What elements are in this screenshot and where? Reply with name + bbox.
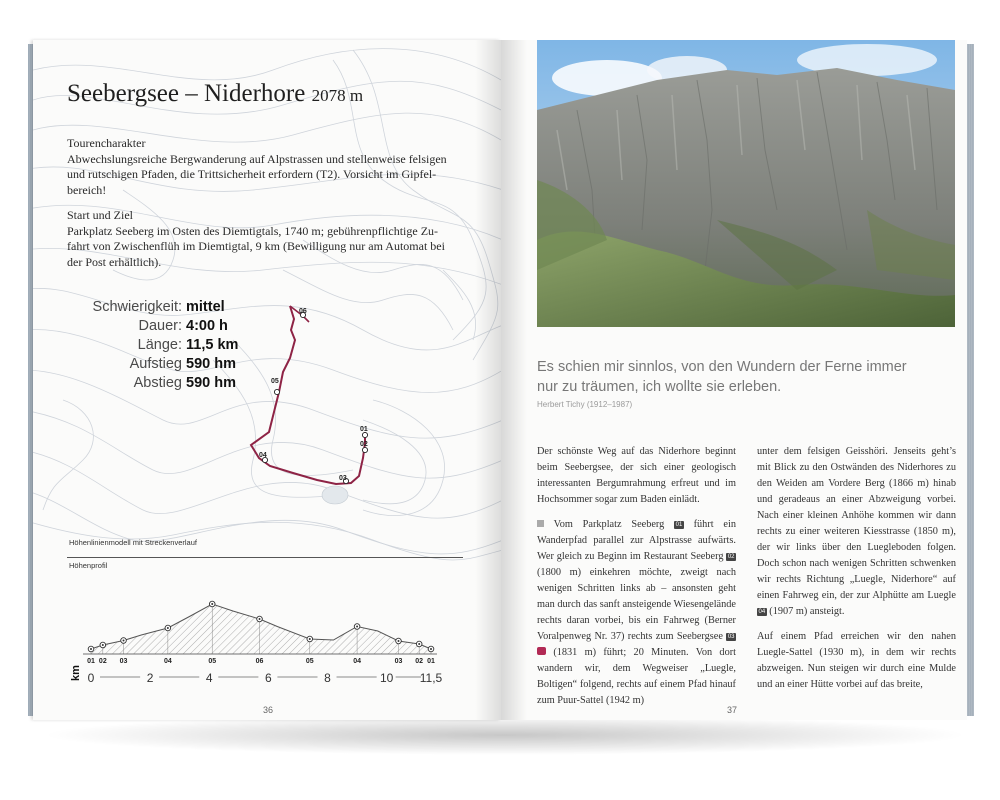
route-label-03: 03 bbox=[339, 475, 347, 482]
route-label-06: 06 bbox=[299, 308, 307, 315]
waypoint-point-center bbox=[309, 638, 311, 640]
book-shadow bbox=[40, 715, 970, 755]
paragraph: unter dem felsigen Geisshöri. Jenseits geht’s mit Blick zu den Ostwänden des Niderhores zu den Weiden am Vordere Berg (1866 m) hinab und geradeaus an einer Abzweigung vorbei. Nach einer kleinen Anhöhe kommen wir dann rechts zu einer weiteren Kiesstrasse (1850 m), der wir links über den Luegleboden folgen. Doch schon nach wenigen Schritten schwenken wir rechts Richtung „Luegle, Niderhore“ auf einen Fahrweg ein, der zur Alphütte am Luegle 04 (1907 m) ansteigt. bbox=[757, 446, 956, 617]
waypoint-point-center bbox=[259, 618, 261, 620]
page-edges-right bbox=[966, 44, 974, 716]
stat-difficulty: Schwierigkeit: mittel bbox=[92, 299, 225, 315]
start-line: der Post erhältlich). bbox=[67, 254, 162, 269]
stat-descent: Abstieg 590 hm bbox=[133, 375, 236, 391]
tour-line: und rutschigen Pfaden, die Trittsicherheit erfordern (T2). Vorsicht im Gipfel- bbox=[67, 167, 437, 181]
waypoint-badge-02: 02 bbox=[727, 554, 735, 560]
waypoint-badge-04: 04 bbox=[758, 609, 766, 615]
route-label-05: 05 bbox=[271, 378, 279, 385]
map-pin-icon bbox=[537, 647, 546, 655]
paragraph: Der schönste Weg auf das Niderhore beginnt beim Seebergsee, der sich einer geologisch interessanten Bergumrahmung erfreut und im Hochsommer sogar zum Baden einlädt. bbox=[537, 446, 736, 505]
waypoint-label-02: 02 bbox=[98, 658, 107, 665]
map-caption: Höhenlinienmodell mit Streckenverlauf bbox=[69, 538, 197, 547]
x-tick-label: 11,5 bbox=[419, 671, 443, 685]
elevation-profile-chart bbox=[33, 40, 501, 720]
waypoint-point-center bbox=[90, 648, 92, 650]
waypoint-label-04: 04 bbox=[353, 658, 361, 665]
x-tick-label: 0 bbox=[87, 671, 95, 685]
text-column-1 bbox=[537, 444, 736, 718]
waypoint-badge-03: 03 bbox=[727, 634, 735, 640]
waypoint-label-05: 05 bbox=[305, 658, 314, 665]
quote-line: nur zu träumen, ich wollte sie erleben. bbox=[537, 379, 782, 395]
tour-heading: Tourencharakter bbox=[67, 136, 146, 150]
waypoint-point-center bbox=[211, 603, 213, 605]
direction-arrow-icon bbox=[537, 520, 544, 527]
x-tick-label: 2 bbox=[146, 671, 154, 685]
waypoint-label-02: 02 bbox=[415, 658, 424, 665]
paragraph: Auf einem Pfad erreichen wir den nahen Luegle-Sattel (1930 m), in dem wir rechts abzweigen. Nun steigen wir durch eine Mulde und an einer Hütte vorbei auf das breite, bbox=[757, 631, 956, 690]
waypoint-label-03: 03 bbox=[394, 658, 403, 665]
left-page bbox=[33, 40, 501, 720]
quote-line: Es schien mir sinnlos, von den Wundern der Ferne immer bbox=[537, 359, 907, 375]
waypoint-point-center bbox=[430, 648, 432, 650]
page-number-left: 36 bbox=[263, 705, 274, 715]
waypoint-point-center bbox=[123, 640, 125, 642]
tour-line: bereich! bbox=[67, 182, 107, 197]
waypoint-label-03: 03 bbox=[119, 658, 128, 665]
paragraph: Vom Parkplatz Seeberg 01 führt ein Wanderpfad parallel zur Alpstrasse aufwärts. Wer gleich zu Beginn im Restaurant Seeberg 02 (1800 m) einkehren möchte, zweigt nach wenigen Schritten links ab – ansonsten geht man durch das sanft ansteigende Wiesengelände rechts daran vorbei, bis ein Fahrweg (Berner Voralpenweg Nr. 37) rechts zum Seebergsee 03 (1831 m) führt; 20 Minuten. Von dort wandern wir, dem Wegweiser „Luegle, Boltigen“ folgend, rechts auf einem Pfad hinauf zum Puur-Sattel (1942 m) bbox=[537, 519, 737, 706]
route-label-04: 04 bbox=[259, 452, 267, 459]
text-column-2 bbox=[757, 444, 956, 702]
start-line: Parkplatz Seeberg im Osten des Diemtigtals, 1740 m; gebührenpflichtige Zu- bbox=[67, 223, 439, 238]
title-altitude: 2078 m bbox=[311, 86, 364, 105]
page-title: Seebergsee – Niderhore 2078 m bbox=[67, 80, 364, 107]
waypoint-point-center bbox=[397, 640, 399, 642]
profile-label: Höhenprofil bbox=[69, 561, 108, 570]
waypoint-label-01: 01 bbox=[427, 658, 435, 665]
waypoint-label-01: 01 bbox=[87, 658, 95, 665]
x-tick-label: 6 bbox=[265, 671, 272, 685]
stat-length: Länge: 11,5 km bbox=[137, 337, 239, 353]
waypoint-point-center bbox=[356, 626, 358, 628]
waypoint-point-center bbox=[102, 644, 104, 646]
waypoint-badge-01: 01 bbox=[675, 522, 683, 528]
start-heading: Start und Ziel bbox=[67, 208, 133, 222]
x-tick-label: 4 bbox=[205, 671, 213, 685]
waypoint-point-center bbox=[418, 643, 420, 645]
route-label-02: 02 bbox=[360, 441, 368, 448]
waypoint-label-05: 05 bbox=[208, 658, 217, 665]
waypoint-label-04: 04 bbox=[163, 658, 172, 665]
x-tick-label: 10 bbox=[379, 671, 394, 685]
page-number-right: 37 bbox=[727, 705, 738, 715]
mountain-photo bbox=[537, 40, 955, 327]
quote bbox=[537, 357, 957, 397]
spine-shadow-left bbox=[475, 40, 501, 720]
spine-shadow-right bbox=[501, 40, 527, 720]
waypoint-label-06: 06 bbox=[255, 658, 264, 665]
tour-line: Abwechslungsreiche Bergwanderung auf Alpstrassen und stellenweise felsigen bbox=[67, 151, 447, 166]
waypoint-point-center bbox=[167, 627, 169, 629]
x-tick-label: 8 bbox=[324, 671, 331, 685]
quote-author: Herbert Tichy (1912–1987) bbox=[537, 400, 633, 409]
x-axis-label: km bbox=[70, 665, 82, 681]
start-line: fahrt von Zwischenflüh im Diemtigtal, 9 km (Bewilligung nur am Automat bei bbox=[67, 239, 445, 253]
right-page bbox=[501, 40, 967, 720]
stat-ascent: Aufstieg 590 hm bbox=[129, 356, 236, 372]
stat-duration: Dauer: 4:00 h bbox=[138, 318, 228, 334]
profile-area-fill bbox=[91, 604, 431, 654]
route-label-01: 01 bbox=[360, 426, 368, 433]
